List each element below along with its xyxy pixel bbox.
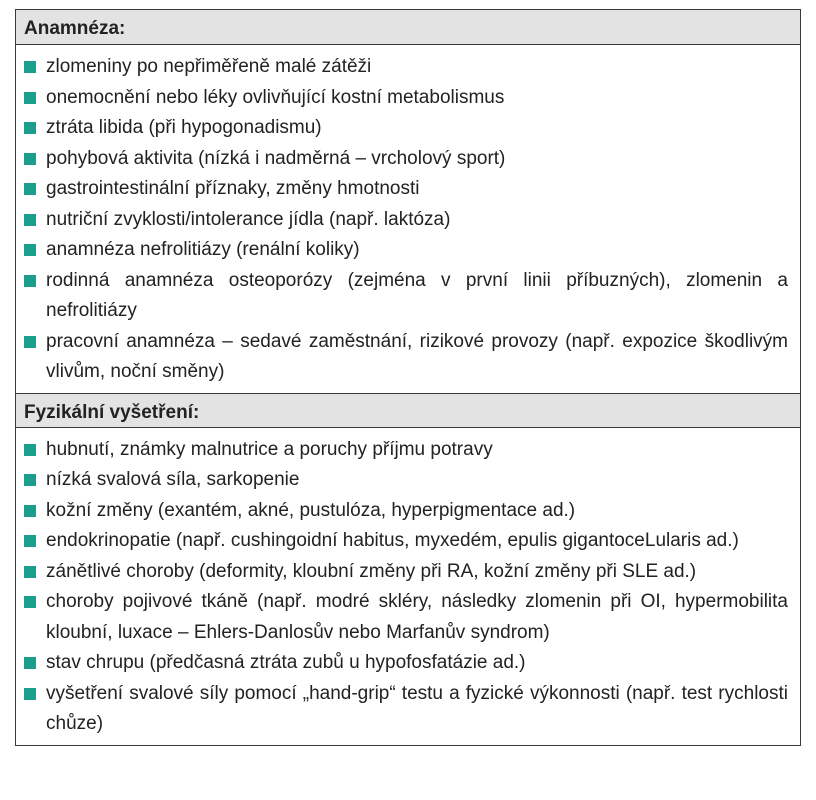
square-bullet-icon [24,596,36,608]
square-bullet-icon [24,122,36,134]
fyzikalni-vysetreni-list [16,428,800,745]
list-item [24,113,788,144]
list-item-text: endokrinopatie (např. cushingoidní habitus, myxedém, epulis gigantoceLularis ad.) [46,530,739,551]
list-item-text: ztráta libida (při hypogonadismu) [46,117,322,138]
list-item-text: vyšetření svalové síly pomocí „hand-grip“ testu a fyzické výkonnosti (např. test rychlosti chůze) [46,682,788,734]
list-item [24,496,788,527]
list-item-text: stav chrupu (předčasná ztráta zubů u hypofosfatázie ad.) [46,652,526,673]
list-item [24,648,788,679]
square-bullet-icon [24,183,36,195]
square-bullet-icon [24,275,36,287]
list-item-text: hubnutí, známky malnutrice a poruchy příjmu potravy [46,438,493,460]
section-header-fyzikalni-vysetreni: Fyzikální vyšetření: [16,393,800,428]
square-bullet-icon [24,244,36,256]
list-item-text: nízká svalová síla, sarkopenie [46,469,300,490]
list-item [24,327,788,388]
square-bullet-icon [24,566,36,578]
list-item [24,465,788,496]
list-item [24,52,788,83]
list-item [24,679,788,740]
list-item [24,205,788,236]
square-bullet-icon [24,657,36,669]
list-item-text: pohybová aktivita (nízká i nadměrná – vrcholový sport) [46,147,506,169]
list-item [24,435,788,466]
clinical-table [15,9,801,746]
list-item [24,587,788,648]
square-bullet-icon [24,444,36,456]
list-item [24,144,788,175]
list-item-text: rodinná anamnéza osteoporózy (zejména v první linii příbuzných), zlomenin a nefrolitiázy [46,269,788,321]
list-item [24,266,788,327]
list-item [24,83,788,114]
square-bullet-icon [24,474,36,486]
list-item [24,526,788,557]
list-item-text: kožní změny (exantém, akné, pustulóza, hyperpigmentace ad.) [46,499,576,521]
list-item-text: zlomeniny po nepřiměřeně malé zátěži [46,56,372,77]
list-item [24,235,788,266]
section-header-anamneza: Anamnéza: [16,10,800,45]
square-bullet-icon [24,61,36,73]
list-item-text: zánětlivé choroby (deformity, kloubní změny při RA, kožní změny při SLE ad.) [46,560,697,582]
list-item-text: anamnéza nefrolitiázy (renální koliky) [46,239,360,260]
list-item-text: choroby pojivové tkáně (např. modré skléry, následky zlomenin při OI, hypermobilita kloubní, luxace – Ehlers-Danlosův nebo Marfanův syndrom) [46,591,788,643]
square-bullet-icon [24,535,36,547]
square-bullet-icon [24,688,36,700]
list-item-text: pracovní anamnéza – sedavé zaměstnání, rizikové provozy (např. expozice škodlivým vlivům, noční směny) [46,330,788,382]
list-item-text: gastrointestinální příznaky, změny hmotnosti [46,178,420,199]
square-bullet-icon [24,214,36,226]
list-item-text: nutriční zvyklosti/intolerance jídla (např. laktóza) [46,208,451,230]
square-bullet-icon [24,505,36,517]
square-bullet-icon [24,92,36,104]
list-item-text: onemocnění nebo léky ovlivňující kostní metabolismus [46,86,505,108]
list-item [24,174,788,205]
square-bullet-icon [24,336,36,348]
anamneza-list [16,45,800,393]
square-bullet-icon [24,153,36,165]
list-item [24,557,788,588]
